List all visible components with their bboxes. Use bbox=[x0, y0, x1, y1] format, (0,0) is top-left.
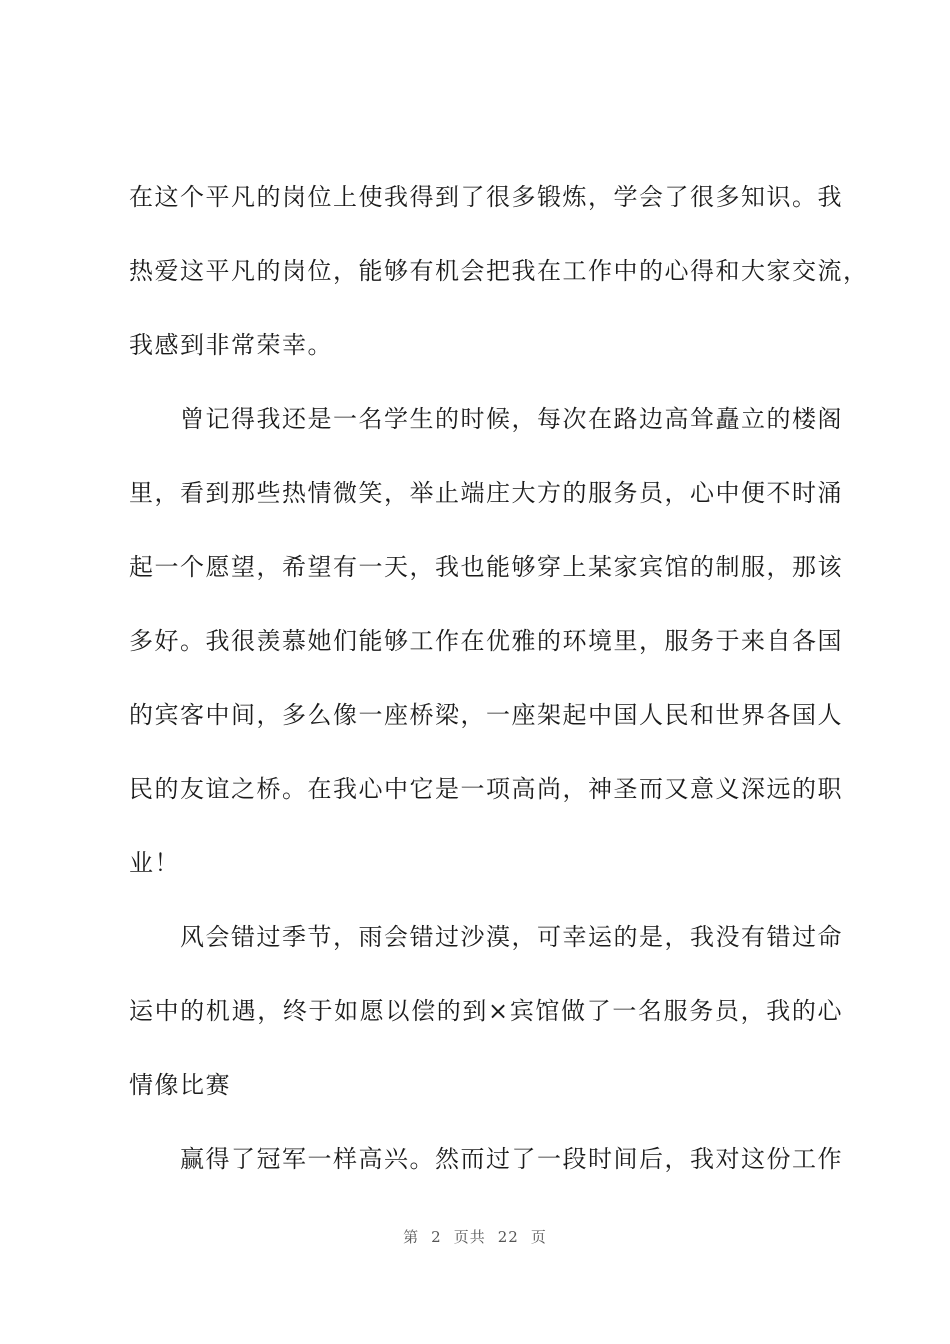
text-line: 赢得了冠军一样高兴。然而过了一段时间后，我对这份工作 bbox=[180, 1145, 843, 1173]
text-line: 起一个愿望，希望有一天，我也能够穿上某家宾馆的制服，那该 bbox=[129, 553, 843, 581]
text-line: 里，看到那些热情微笑，举止端庄大方的服务员，心中便不时涌 bbox=[129, 479, 843, 507]
footer-prefix: 第 bbox=[403, 1228, 420, 1246]
paragraph-1 bbox=[129, 172, 869, 370]
paragraph-2 bbox=[129, 394, 843, 888]
page-footer bbox=[0, 1226, 950, 1247]
paragraph-4 bbox=[129, 1134, 843, 1184]
document-body bbox=[129, 172, 869, 1208]
text-line: 情像比赛 bbox=[129, 1071, 231, 1099]
text-line: 在这个平凡的岗位上使我得到了很多锻炼，学会了很多知识。我 bbox=[129, 183, 843, 211]
text-line: 业！ bbox=[129, 849, 180, 877]
footer-suffix: 页 bbox=[530, 1228, 547, 1246]
footer-total-pages: 22 bbox=[497, 1228, 519, 1246]
text-line: 运中的机遇，终于如愿以偿的到×宾馆做了一名服务员，我的心 bbox=[129, 997, 843, 1025]
text-line: 民的友谊之桥。在我心中它是一项高尚，神圣而又意义深远的职 bbox=[129, 775, 843, 803]
footer-page-number: 2 bbox=[431, 1228, 442, 1246]
text-line: 的宾客中间，多么像一座桥梁，一座架起中国人民和世界各国人 bbox=[129, 701, 843, 729]
paragraph-3 bbox=[129, 912, 843, 1110]
text-line: 热爱这平凡的岗位，能够有机会把我在工作中的心得和大家交流， bbox=[129, 257, 869, 285]
text-line: 风会错过季节，雨会错过沙漠，可幸运的是，我没有错过命 bbox=[180, 923, 843, 951]
text-line: 曾记得我还是一名学生的时候，每次在路边高耸矗立的楼阁 bbox=[180, 405, 843, 433]
text-line: 我感到非常荣幸。 bbox=[129, 331, 333, 359]
footer-middle: 页共 bbox=[453, 1228, 486, 1246]
text-line: 多好。我很羡慕她们能够工作在优雅的环境里，服务于来自各国 bbox=[129, 627, 843, 655]
